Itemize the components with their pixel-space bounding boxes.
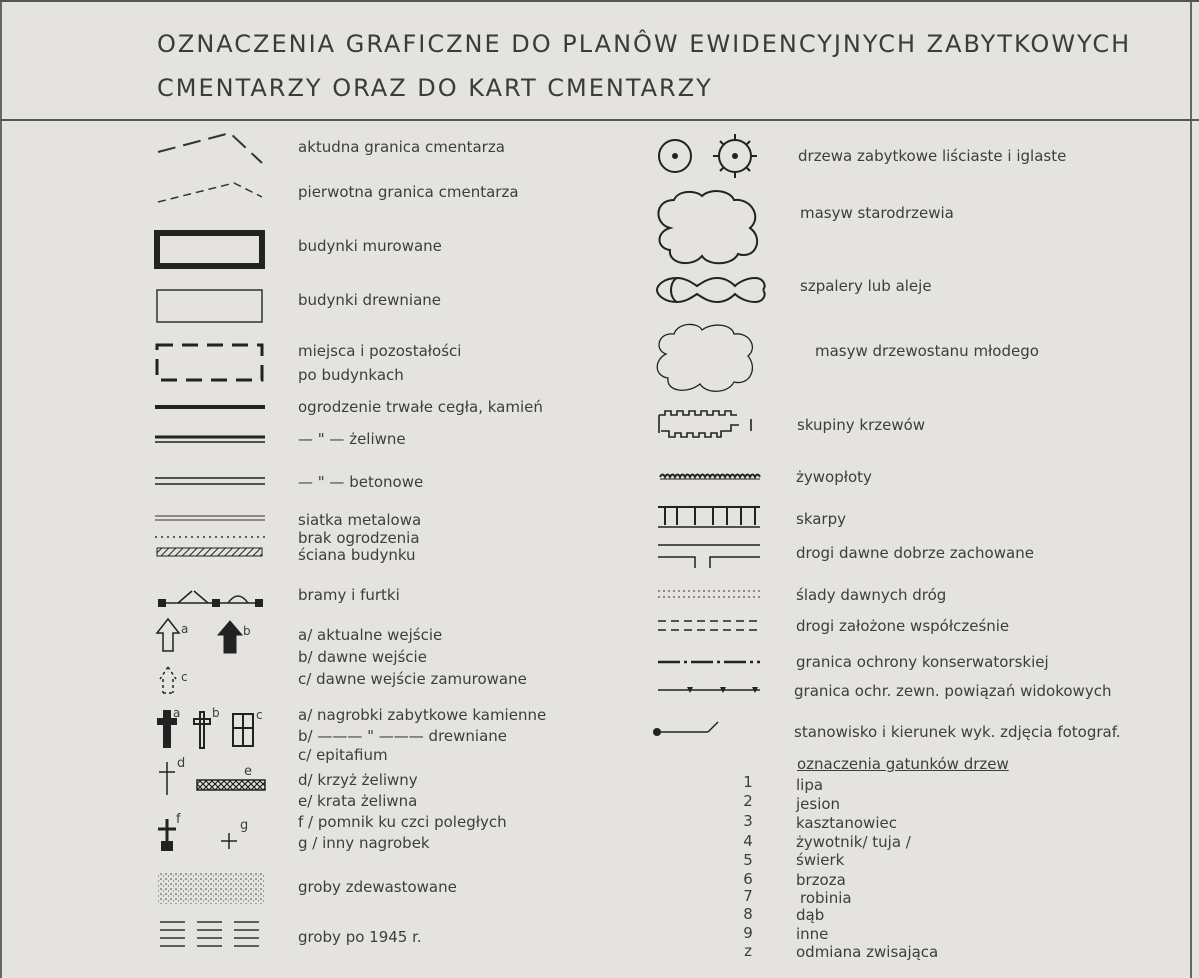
traces-of-roads-symbol: [655, 587, 770, 602]
tomb-a-letter: a: [173, 706, 181, 720]
label-building-remains-1: miejsca i pozostałości: [298, 342, 462, 360]
building-wall-symbol: [150, 545, 270, 559]
gates-symbol: [150, 583, 270, 613]
species-name-z: odmiana zwisająca: [796, 943, 939, 961]
building-remains-symbol: [150, 340, 270, 385]
tomb-b-letter: b: [212, 706, 220, 720]
label-hedges: żywopłoty: [796, 468, 872, 486]
left-border: [0, 0, 2, 978]
label-tomb-e: e/ krata żeliwna: [298, 792, 418, 810]
label-no-fence: brak ogrodzenia: [298, 529, 420, 547]
label-old-roads: drogi dawne dobrze zachowane: [796, 544, 1034, 562]
header-divider: [0, 119, 1199, 121]
protection-boundary-symbol: [655, 655, 770, 669]
species-name-3: kasztanowiec: [796, 814, 897, 832]
label-brick-buildings: budynki murowane: [298, 237, 442, 255]
label-concrete-fence: — " — betonowe: [298, 473, 424, 491]
label-gates: bramy i furtki: [298, 586, 400, 604]
label-tomb-b: b/ ——— " ——— drewniane: [298, 727, 508, 745]
species-number-9: 9: [743, 924, 753, 942]
species-number-8: 8: [743, 905, 753, 923]
tomb-g-letter: g: [240, 818, 249, 833]
no-fence-symbol: [150, 532, 270, 542]
label-tomb-d: d/ krzyż żeliwny: [298, 771, 418, 789]
label-entrance-b: b/ dawne wejście: [298, 648, 427, 666]
current-boundary-symbol: [150, 125, 270, 170]
label-building-remains-2: po budynkach: [298, 366, 404, 384]
label-traces-of-roads: ślady dawnych dróg: [796, 586, 947, 604]
post-1945-graves-symbol: [155, 916, 270, 961]
right-border: [1190, 0, 1192, 978]
label-tree-rows: szpalery lub aleje: [800, 277, 932, 295]
label-tomb-g: g / inny nagrobek: [298, 834, 430, 852]
label-tomb-f: f / pomnik ku czci poległych: [298, 813, 507, 831]
species-number-6: 6: [743, 870, 753, 888]
tomb-c-letter: c: [256, 708, 263, 722]
concrete-fence-symbol: [150, 474, 270, 489]
label-current-boundary: aktudna granica cmentarza: [298, 138, 505, 156]
original-boundary-symbol: [150, 175, 270, 210]
species-number-7: 7: [743, 887, 753, 905]
tree-rows-symbol: [655, 273, 770, 308]
devastated-graves-symbol: [155, 868, 270, 908]
old-tree-mass-symbol: [652, 188, 767, 268]
label-entrance-a: a/ aktualne wejście: [298, 626, 443, 644]
young-tree-mass-symbol: [652, 320, 767, 400]
iron-cross-and-grate-symbols: [155, 760, 275, 800]
permanent-fence-symbol: [150, 400, 270, 415]
label-tomb-a: a/ nagrobki zabytkowe kamienne: [298, 706, 547, 724]
entrance-b-letter: b: [243, 624, 251, 638]
label-metal-mesh: siatka metalowa: [298, 511, 422, 529]
cross-d-letter: d: [177, 756, 186, 771]
species-name-1: lipa: [796, 776, 824, 794]
species-heading: oznaczenia gatunków drzew: [797, 755, 1009, 773]
historic-trees-symbol: [655, 128, 770, 186]
label-shrub-groups: skupiny krzewów: [797, 416, 926, 434]
grate-e-letter: e: [244, 764, 252, 779]
species-number-2: 2: [743, 792, 753, 810]
species-name-9: inne: [796, 925, 829, 943]
entrance-c-letter: c: [181, 670, 188, 684]
label-view-boundary: granica ochr. zewn. powiązań widokowych: [794, 682, 1112, 700]
escarpments-symbol: [655, 503, 770, 533]
wooden-building-symbol: [150, 285, 270, 327]
species-name-2: jesion: [796, 795, 841, 813]
label-entrance-c: c/ dawne wejście zamurowane: [298, 670, 527, 688]
hedges-symbol: [655, 470, 770, 485]
label-old-tree-mass: masyw starodrzewia: [800, 204, 954, 222]
iron-fence-symbol: [150, 432, 270, 447]
label-devastated-graves: groby zdewastowane: [298, 878, 457, 896]
label-original-boundary: pierwotna granica cmentarza: [298, 183, 519, 201]
species-number-5: 5: [743, 851, 753, 869]
label-iron-fence: — " — żeliwne: [298, 430, 406, 448]
monument-f-letter: f: [176, 812, 181, 827]
species-number-z: z: [744, 942, 752, 960]
label-young-tree-mass: masyw drzewostanu młodego: [815, 342, 1039, 360]
title-line-2: CMENTARZY ORAZ DO KART CMENTARZY: [157, 74, 713, 102]
label-modern-roads: drogi założone współcześnie: [796, 617, 1010, 635]
label-escarpments: skarpy: [796, 510, 846, 528]
label-protection-boundary: granica ochrony konserwatorskiej: [796, 653, 1049, 671]
top-border: [0, 0, 1199, 2]
species-number-3: 3: [743, 812, 753, 830]
monument-symbols: [155, 815, 275, 855]
species-name-4: żywotnik/ tuja /: [796, 833, 911, 851]
label-historic-trees: drzewa zabytkowe liściaste i iglaste: [798, 147, 1067, 165]
label-permanent-fence: ogrodzenie trwałe cegła, kamień: [298, 398, 543, 416]
label-post-1945-graves: groby po 1945 r.: [298, 928, 422, 946]
modern-roads-symbol: [655, 617, 770, 635]
species-name-5: świerk: [796, 851, 845, 869]
brick-building-symbol: [150, 228, 270, 273]
title-line-1: OZNACZENIA GRAFICZNE DO PLANÔW EWIDENCYJNYCH ZABYTKOWYCH: [157, 30, 1132, 58]
entrance-symbols: [155, 617, 275, 697]
shrub-groups-symbol: [655, 405, 770, 453]
species-name-8: dąb: [796, 906, 825, 924]
species-number-1: 1: [743, 773, 753, 791]
old-roads-symbol: [655, 540, 770, 570]
species-number-4: 4: [743, 832, 753, 850]
species-name-7: robinia: [800, 889, 852, 907]
view-boundary-symbol: [655, 683, 770, 699]
label-tomb-c: c/ epitafium: [298, 746, 388, 764]
metal-mesh-symbol: [150, 512, 270, 527]
species-name-6: brzoza: [796, 871, 846, 889]
label-building-wall: ściana budynku: [298, 546, 416, 564]
label-photo-position: stanowisko i kierunek wyk. zdjęcia fotograf.: [794, 723, 1121, 741]
entrance-a-letter: a: [181, 622, 189, 636]
photo-position-symbol: [650, 716, 730, 744]
label-wooden-buildings: budynki drewniane: [298, 291, 442, 309]
